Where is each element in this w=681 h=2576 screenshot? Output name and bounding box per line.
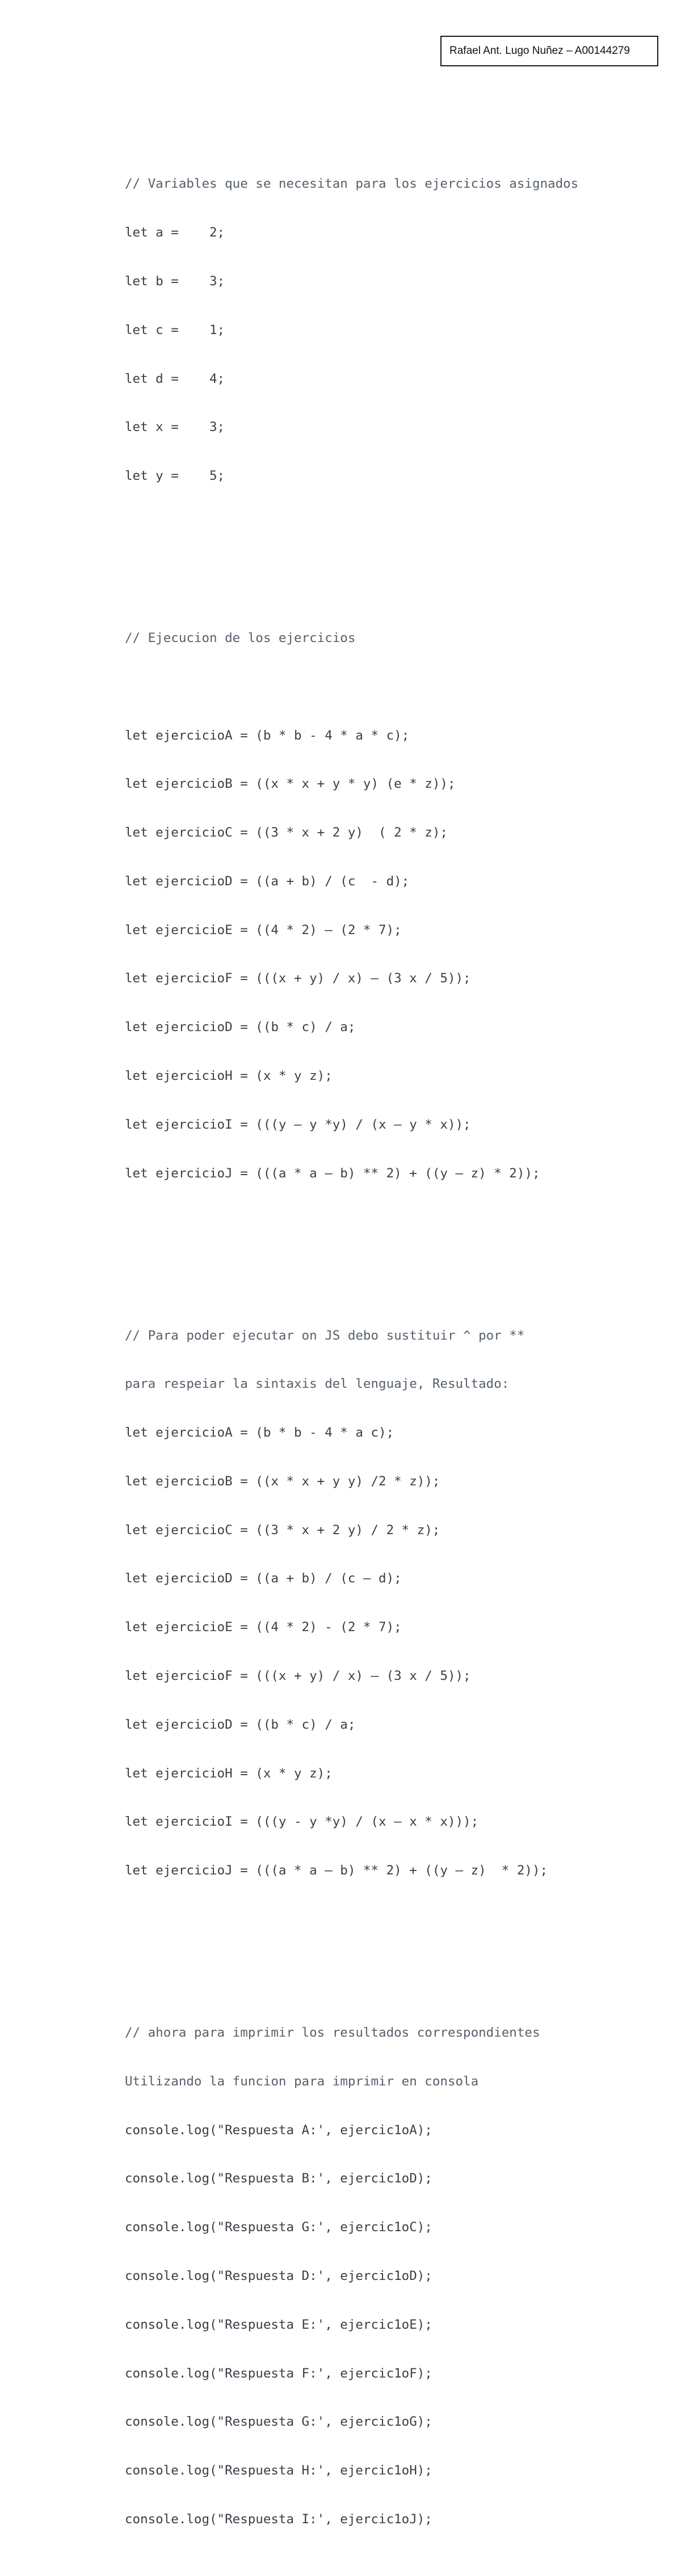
code-line: let ejercicioD = ((b * c) / a; [125,1717,356,1732]
variables-comment: // Variables que se necesitan para los ejercicios asignados [125,176,579,192]
code-line: let ejercicioE = ((4 * 2) – (2 * 7); [125,922,402,938]
author-box [440,36,658,66]
code-line: let ejercicioJ = (((a * a – b) ** 2) + ((y – z) * 2)); [125,1165,540,1181]
code-line: let ejercicioI = (((y - y *y) / (x – x * x))); [125,1814,479,1830]
author-name: Rafael Ant. Lugo Nuñez – A00144279 [449,45,630,57]
code-line: console.log("Respuesta B:', ejercic1oD); [125,2171,432,2186]
print-comment: // ahora para imprimir los resultados correspondientes [125,2025,540,2041]
execution-section [125,598,670,1214]
code-line: let ejercicioD = ((a + b) / (c – d); [125,1571,402,1586]
code-line: let ejercicioE = ((4 * 2) - (2 * 7); [125,1620,402,1635]
code-line: console.log("Respuesta A:', ejercic1oA); [125,2122,432,2138]
blank-line [125,1944,670,1960]
code-line: let ejercicioF = (((x + y) / x) – (3 x / 5)); [125,971,471,986]
code-line: let y = 5; [125,468,225,484]
code-line: let ejercicioB = ((x * x + y y) /2 * z)); [125,1473,440,1489]
code-line: let ejercicioJ = (((a * a – b) ** 2) + ((y – z) * 2)); [125,1863,548,1878]
result-section [125,1295,670,1911]
code-line: console.log("Respuesta F:', ejercic1oF); [125,2366,432,2381]
code-line: let d = 4; [125,371,225,386]
code-line: let ejercicioB = ((x * x + y * y) (e * z)); [125,776,456,792]
code-line: console.log("Respuesta G:', ejercic1oG); [125,2414,432,2430]
result-comment: para respeiar la sintaxis del lenguaje, Resultado: [125,1376,510,1392]
code-line: let ejercicioA = (b * b - 4 * a c); [125,1425,394,1441]
code-line: let ejercicioH = (x * y z); [125,1069,333,1084]
code-line: console.log("Respuesta I:', ejercic1oJ); [125,2511,432,2527]
blank-line [125,1247,670,1263]
result-comment: // Para poder ejecutar on JS debo sustituir ^ por ** [125,1328,525,1343]
print-comment: Utilizando la funcion para imprimir en consola [125,2074,479,2089]
variables-section [125,143,670,517]
code-line: let ejercicioF = (((x + y) / x) – (3 x / 5)); [125,1669,471,1683]
execution-comment: // Ejecucion de los ejercicios [125,631,356,645]
blank-line [125,549,670,565]
code-line: let x = 3; [125,420,225,435]
code-line: let a = 2; [125,225,225,240]
code-line: let ejercicioI = (((y – y *y) / (x – y * x)); [125,1117,471,1132]
print-section [125,1992,670,2560]
code-listing [125,111,670,2576]
code-line: let b = 3; [125,273,225,289]
code-line: console.log("Respuesta G:', ejercic1oC); [125,2220,432,2235]
code-line: let ejercicioD = ((b * c) / a; [125,1020,356,1035]
code-line: let ejercicioC = ((3 * x + 2 y) ( 2 * z); [125,825,448,841]
code-line: let c = 1; [125,322,225,337]
code-line: let ejercicioH = (x * y z); [125,1766,333,1781]
blank-line [125,679,670,695]
code-line: console.log("Respuesta H:', ejercic1oH); [125,2463,432,2478]
code-line: let ejercicioA = (b * b - 4 * a * c); [125,728,410,743]
code-line: console.log("Respuesta D:', ejercic1oD); [125,2268,432,2283]
code-line: let ejercicioC = ((3 * x + 2 y) / 2 * z); [125,1522,440,1538]
code-line: let ejercicioD = ((a + b) / (c - d); [125,873,410,889]
code-line: console.log("Respuesta E:', ejercic1oE); [125,2317,432,2332]
